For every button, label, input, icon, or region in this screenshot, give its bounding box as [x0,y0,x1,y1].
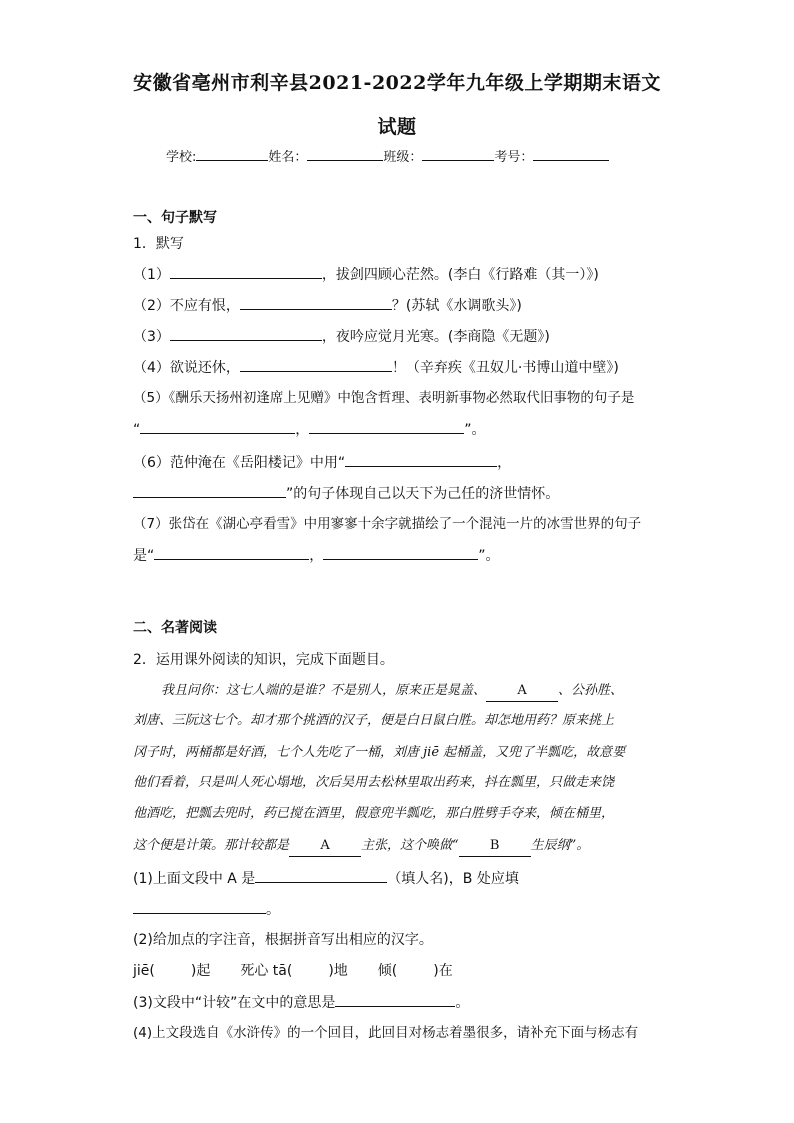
page-title: 安徽省亳州市利辛县2021-2022学年九年级上学期期末语文 [133,72,661,94]
answer-blank[interactable] [335,992,455,1007]
sub-question-4: (4)上文段选自《水浒传》的一个回目，此回目对杨志着墨很多，请补充下面与杨志有 [133,1025,639,1041]
question-label: 2．运用课外阅读的知识，完成下面题目。 [133,652,394,668]
dictation-item-4: （4）欲说还休， ！（辛弃疾《丑奴儿·书博山道中壁》) [133,357,619,378]
dictation-item-6-line2: ”的句子体现自己以天下为己任的济世情怀。 [133,483,559,504]
answer-blank[interactable] [323,545,478,560]
exam-no-label: 考号： [494,150,534,165]
dictation-item-1: （1） ，拔剑四顾心茫然。(李白《行路难（其一）》) [133,264,599,285]
passage-blank: B [459,836,531,857]
school-label: 学校: [166,150,197,165]
class-blank[interactable] [422,146,494,161]
passage-blank: A [486,681,558,702]
exam-no-blank[interactable] [533,146,609,161]
dictation-item-6: （6）范仲淹在《岳阳楼记》中用“ ， [133,452,511,473]
answer-blank[interactable] [140,419,295,434]
passage-blank: A [289,836,361,857]
answer-blank[interactable] [154,545,309,560]
answer-blank[interactable] [345,452,497,467]
dictation-item-3: （3） ，夜吟应觉月光寒。(李商隐《无题》) [133,326,550,347]
passage-line: 他酒吃，把瓢去兜时，药已搅在酒里，假意兜半瓢吃，那白胜劈手夺来，倾在桶里， [133,806,615,821]
sub-question-3: (3)文段中“计较”在文中的意思是 。 [133,992,469,1013]
pinyin-row: jiē( )起 死心 tā( )地 倾( )在 [133,963,453,979]
passage-line: 冈子时，两桶都是好酒，七个人先吃了一桶，刘唐 jiē 起桶盖，又兜了半瓢吃，故意要 [133,745,626,760]
answer-blank[interactable] [309,419,464,434]
answer-blank[interactable] [133,899,266,914]
sub-question-1: (1)上面文段中 A 是 （填人名)，B 处应填 [133,868,519,889]
answer-blank[interactable] [240,295,392,310]
question-label: 1．默写 [133,236,184,252]
dictation-item-7: （7）张岱在《湖心亭看雪》中用寥寥十余字就描绘了一个混沌一片的冰雪世界的句子 [133,516,642,532]
name-blank[interactable] [307,146,383,161]
student-info-row [166,146,609,165]
sub-question-1-line2: 。 [133,899,280,920]
class-label: 班级： [383,150,423,165]
answer-blank[interactable] [170,326,322,341]
answer-blank[interactable] [170,264,322,279]
dictation-item-7-answers: 是“ ， ”。 [133,545,500,566]
dictation-item-5-answers: “ ， ”。 [133,419,486,440]
dictation-item-5: （5）《酬乐天扬州初逢席上见赠》中饱含哲理、表明新事物必然取代旧事物的句子是 [133,390,635,406]
passage-line: 刘唐、三阮这七个。却才那个挑酒的汉子，便是白日鼠白胜。却怎地用药？原来挑上 [133,713,615,728]
passage-line: 他们看着，只是叫人死心塌地，次后吴用去松林里取出药来，抖在瓢里，只做走来饶 [133,775,615,790]
answer-blank[interactable] [255,868,387,883]
passage-line: 我且问你：这七人端的是谁？不是别人，原来正是晁盖、 A 、公孙胜、 [133,681,687,702]
passage-line: 这个便是计策。那计较都是 A 主张，这个唤做“ B 生辰纲”。 [133,836,659,857]
school-blank[interactable] [196,146,268,161]
answer-blank[interactable] [133,483,286,498]
answer-blank[interactable] [240,357,392,372]
section-heading: 一、句子默写 [133,210,217,226]
section-heading: 二、名著阅读 [133,620,217,636]
sub-question-2: (2)给加点的字注音，根据拼音写出相应的汉字。 [133,932,433,948]
page-title-continued: 试题 [377,116,417,138]
name-label: 姓名： [268,150,308,165]
dictation-item-2: （2）不应有恨， ？(苏轼《水调歌头》) [133,295,522,316]
